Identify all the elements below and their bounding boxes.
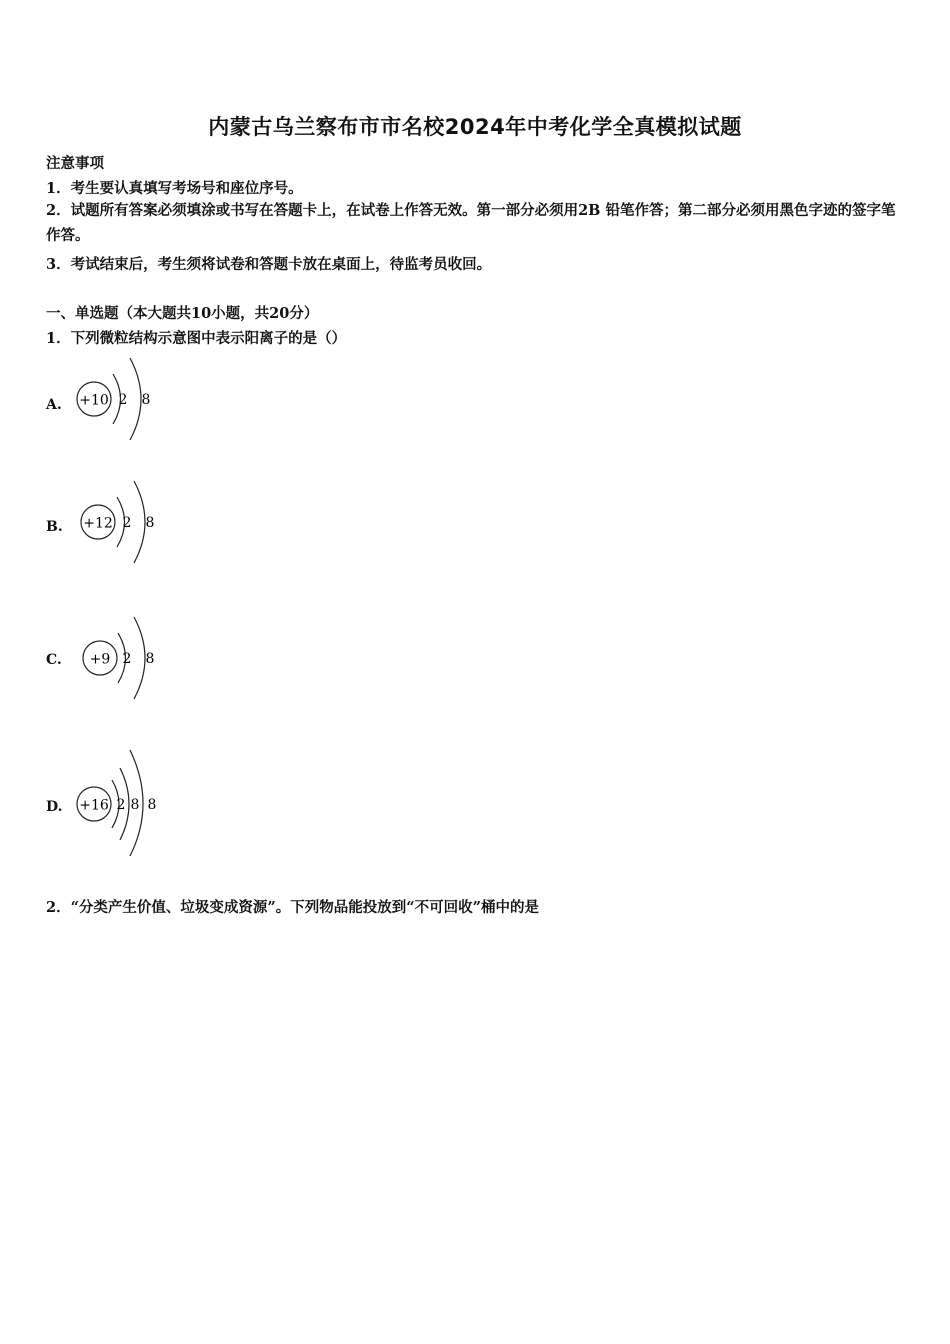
option-b-label: B. [46,519,63,535]
shell-electrons: 8 [141,392,151,408]
nucleus-charge: +16 [79,797,109,814]
option-d-atom-diagram [72,746,172,862]
shell-electrons: 2 [122,651,132,667]
option-c-label: C. [46,652,62,668]
shell-arc [134,617,145,699]
notice-item-2: 2．试题所有答案必须填涂或书写在答题卡上，在试卷上作答无效。第一部分必须用2B 铅笔作答；第二部分必须用黑色字迹的签字笔作答。 [46,202,896,244]
option-d-label: D. [46,799,63,815]
nucleus-charge: +10 [79,392,109,409]
notice-heading: 注意事项 [46,155,104,172]
shell-electrons: 8 [147,797,157,813]
shell-electrons: 8 [130,797,140,813]
shell-electrons: 8 [145,651,155,667]
option-b-atom-diagram [72,479,172,569]
shell-electrons: 8 [145,515,155,531]
option-a-atom-diagram [72,356,172,446]
section-heading: 一、单选题（本大题共10小题，共20分） [46,305,319,322]
option-c-atom-diagram [72,614,172,704]
option-a-label: A. [46,397,62,413]
question-1-stem: 1．下列微粒结构示意图中表示阳离子的是（） [46,330,347,347]
shell-electrons: 2 [118,392,128,408]
question-2-stem: 2．“分类产生价值、垃圾变成资源”。下列物品能投放到“不可回收”桶中的是 [46,899,539,916]
notice-item-3: 3．考试结束后，考生须将试卷和答题卡放在桌面上，待监考员收回。 [46,256,492,273]
nucleus-charge: +12 [83,515,113,532]
page-title: 内蒙古乌兰察布市市名校2024年中考化学全真模拟试题 [208,115,742,139]
shell-arc [134,481,145,563]
nucleus-charge: +9 [89,651,111,668]
shell-arc [130,358,141,440]
shell-electrons: 2 [116,797,126,813]
notice-item-1: 1．考生要认真填写考场号和座位序号。 [46,180,303,197]
shell-electrons: 2 [122,515,132,531]
